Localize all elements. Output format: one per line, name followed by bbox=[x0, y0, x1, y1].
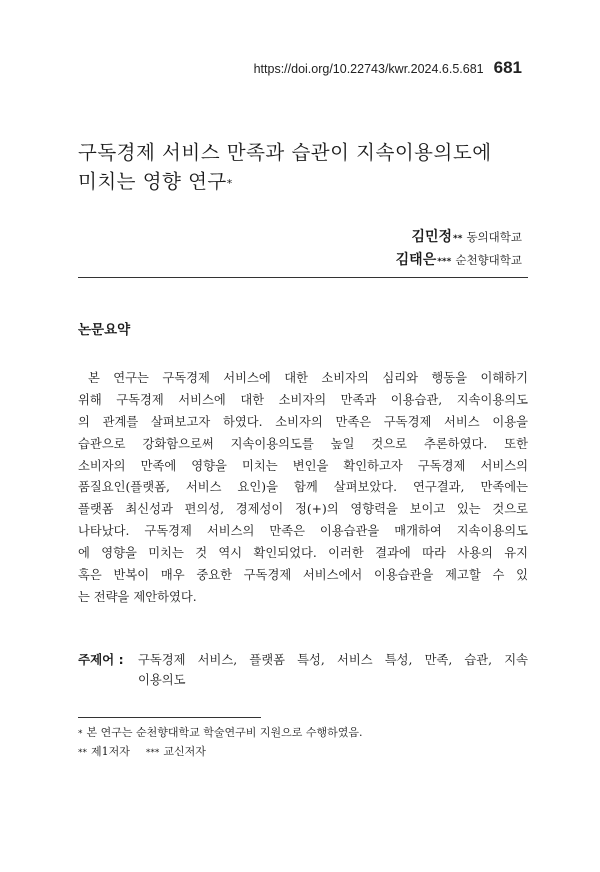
title-footnote-mark: * bbox=[226, 177, 233, 190]
author-list bbox=[396, 226, 522, 272]
page-header bbox=[254, 58, 522, 78]
abstract-line: 소비자의 만족에 영향을 미치는 변인을 확인하고자 구독경제 서비스의 bbox=[78, 458, 528, 473]
author-affiliation: 순천향대학교 bbox=[455, 253, 522, 267]
title-line-2 bbox=[78, 167, 528, 198]
author-mark: ** bbox=[453, 234, 463, 244]
abstract-line: 혹은 반복이 매우 중요한 구독경제 서비스에서 이용습관을 제고할 수 있 bbox=[78, 568, 528, 583]
keywords bbox=[78, 650, 528, 690]
doi-link[interactable]: https://doi.org/10.22743/kwr.2024.6.5.681 bbox=[253, 62, 484, 76]
title-divider bbox=[78, 277, 528, 278]
abstract-line: 플랫폼 최신성과 편의성, 경제성이 정(+)의 영향력을 보이고 있는 것으로 bbox=[78, 502, 528, 517]
abstract-line: 본 연구는 구독경제 서비스에 대한 소비자의 심리와 행동을 이해하기 bbox=[88, 371, 528, 385]
abstract-heading: 논문요약 bbox=[78, 322, 131, 338]
footnote-text: 본 연구는 순천향대학교 학술연구비 지원으로 수행하였음. bbox=[86, 726, 363, 739]
abstract-line: 는 전략을 제안하였다. bbox=[78, 589, 197, 604]
keywords-body bbox=[138, 650, 528, 690]
footnote-2 bbox=[78, 743, 363, 762]
footnote-mark: *** bbox=[145, 748, 160, 758]
author-1 bbox=[396, 226, 522, 249]
abstract-line: 위해 구독경제 서비스에 대한 소비자의 만족과 이용습관, 지속이용의도 bbox=[78, 392, 528, 407]
author-2 bbox=[396, 249, 522, 272]
title-line-1: 구독경제 서비스 만족과 습관이 지속이용의도에 bbox=[78, 141, 492, 164]
abstract-line: 의 관계를 살펴보고자 하였다. 소비자의 만족은 구독경제 서비스 이용을 bbox=[78, 414, 528, 429]
author-mark: *** bbox=[437, 257, 452, 267]
footnotes bbox=[78, 724, 363, 762]
title-line-2-text: 미치는 영향 연구 bbox=[78, 170, 227, 193]
author-affiliation: 동의대학교 bbox=[466, 230, 522, 244]
keywords-line-2: 이용의도 bbox=[138, 673, 186, 687]
author-name: 김태은 bbox=[395, 252, 437, 268]
keywords-label: 주제어 : bbox=[78, 652, 124, 667]
footnote-1 bbox=[78, 724, 363, 743]
footnote-text: 교신저자 bbox=[163, 745, 206, 758]
abstract-line: 에 영향을 미치는 것 역시 확인되었다. 이러한 결과에 따라 사용의 유지 bbox=[78, 546, 528, 561]
footnote-mark: ** bbox=[78, 748, 87, 758]
footnote-divider bbox=[78, 717, 261, 718]
abstract-body bbox=[78, 368, 528, 609]
paper-title bbox=[78, 138, 528, 198]
author-name: 김민정 bbox=[411, 229, 453, 245]
abstract-line: 습관으로 강화함으로써 지속이용의도를 높일 것으로 추론하였다. 또한 bbox=[78, 436, 528, 451]
page-number: 681 bbox=[493, 58, 522, 77]
abstract-line: 품질요인(플랫폼, 서비스 요인)을 함께 살펴보았다. 연구결과, 만족에는 bbox=[78, 480, 528, 495]
footnote-text: 제1저자 bbox=[91, 745, 130, 758]
keywords-line-1: 구독경제 서비스, 플랫폼 특성, 서비스 특성, 만족, 습관, 지속 bbox=[138, 653, 528, 667]
footnote-mark: * bbox=[78, 729, 83, 739]
abstract-line: 나타났다. 구독경제 서비스의 만족은 이용습관을 매개하여 지속이용의도 bbox=[78, 524, 528, 539]
